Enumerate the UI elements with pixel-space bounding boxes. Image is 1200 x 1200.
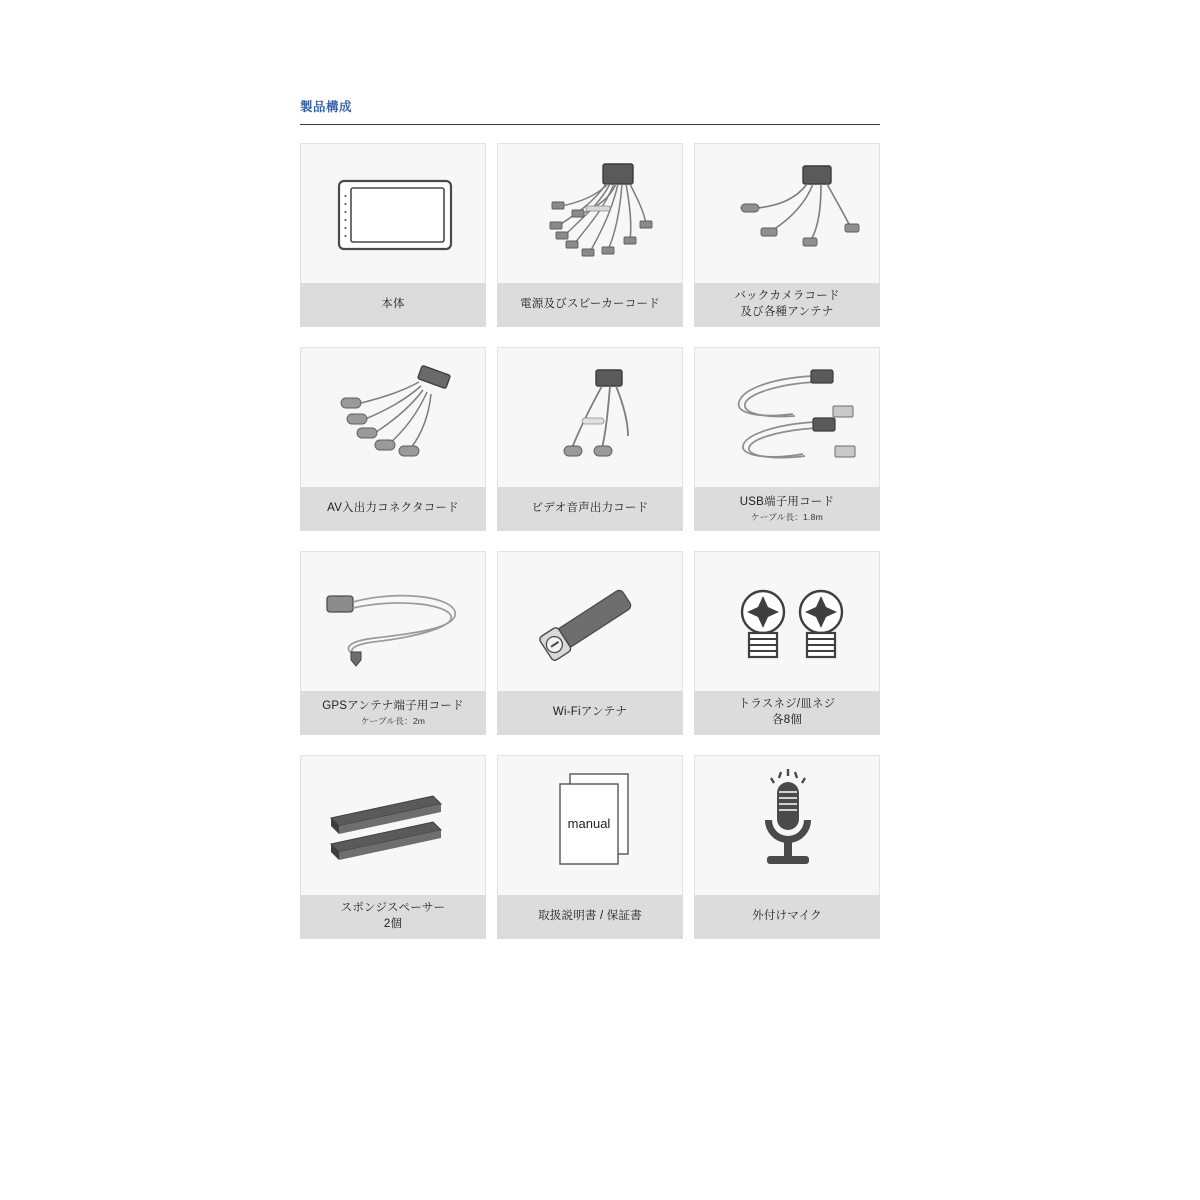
caption — [694, 487, 880, 531]
product-parts-grid — [300, 143, 880, 939]
power-speaker-harness-icon — [497, 143, 683, 283]
caption-sub: ケーブル長：1.8m — [751, 512, 823, 523]
av-io-connector-cord-icon — [300, 347, 486, 487]
video-audio-output-cord-icon — [497, 347, 683, 487]
caption-sub: ケーブル長：2m — [360, 716, 426, 727]
caption-line: 及び各種アンテナ — [740, 306, 834, 318]
caption — [497, 895, 683, 939]
manual-warranty-icon — [497, 755, 683, 895]
caption-line: スポンジスペーサー — [340, 902, 446, 915]
caption-line: ビデオ音声出力コード — [531, 502, 649, 515]
caption-line: 各8個 — [772, 714, 802, 726]
list-item — [300, 143, 486, 327]
caption-line: バックカメラコード — [734, 290, 840, 303]
list-item — [694, 551, 880, 735]
caption — [694, 895, 880, 939]
caption-line: AV入出力コネクタコード — [327, 502, 459, 515]
section-header — [300, 100, 880, 125]
list-item — [497, 143, 683, 327]
page-title: 製品構成 — [300, 100, 353, 114]
back-camera-antenna-cord-icon — [694, 143, 880, 283]
manual-label: manual — [567, 816, 611, 831]
external-microphone-icon — [694, 755, 880, 895]
caption-line: GPSアンテナ端子用コード — [322, 699, 464, 712]
screws-icon — [694, 551, 880, 691]
caption — [300, 487, 486, 531]
caption-line: トラスネジ/皿ネジ — [738, 698, 836, 711]
caption-line: 外付けマイク — [752, 910, 822, 923]
list-item — [300, 347, 486, 531]
caption — [497, 487, 683, 531]
caption — [300, 691, 486, 735]
usb-terminal-cord-icon — [694, 347, 880, 487]
list-item — [300, 755, 486, 939]
list-item — [497, 347, 683, 531]
list-item — [497, 551, 683, 735]
sponge-spacer-icon — [300, 755, 486, 895]
list-item — [694, 143, 880, 327]
caption-line: USB端子用コード — [739, 495, 835, 508]
caption — [694, 691, 880, 735]
caption — [300, 283, 486, 327]
list-item — [300, 551, 486, 735]
list-item — [694, 755, 880, 939]
caption — [497, 283, 683, 327]
wifi-antenna-icon — [497, 551, 683, 691]
caption — [694, 283, 880, 327]
caption — [300, 895, 486, 939]
header-divider — [300, 124, 880, 125]
caption — [497, 691, 683, 735]
list-item — [694, 347, 880, 531]
caption-line: 取扱説明書 / 保証書 — [538, 910, 642, 923]
list-item — [497, 755, 683, 939]
caption-line: 電源及びスピーカーコード — [520, 298, 660, 311]
product-contents-sheet — [300, 100, 880, 939]
caption-line: 2個 — [383, 918, 403, 930]
caption-line: 本体 — [381, 298, 405, 311]
caption-line: Wi-Fiアンテナ — [552, 706, 628, 719]
gps-antenna-cord-icon — [300, 551, 486, 691]
head-unit-icon — [300, 143, 486, 283]
